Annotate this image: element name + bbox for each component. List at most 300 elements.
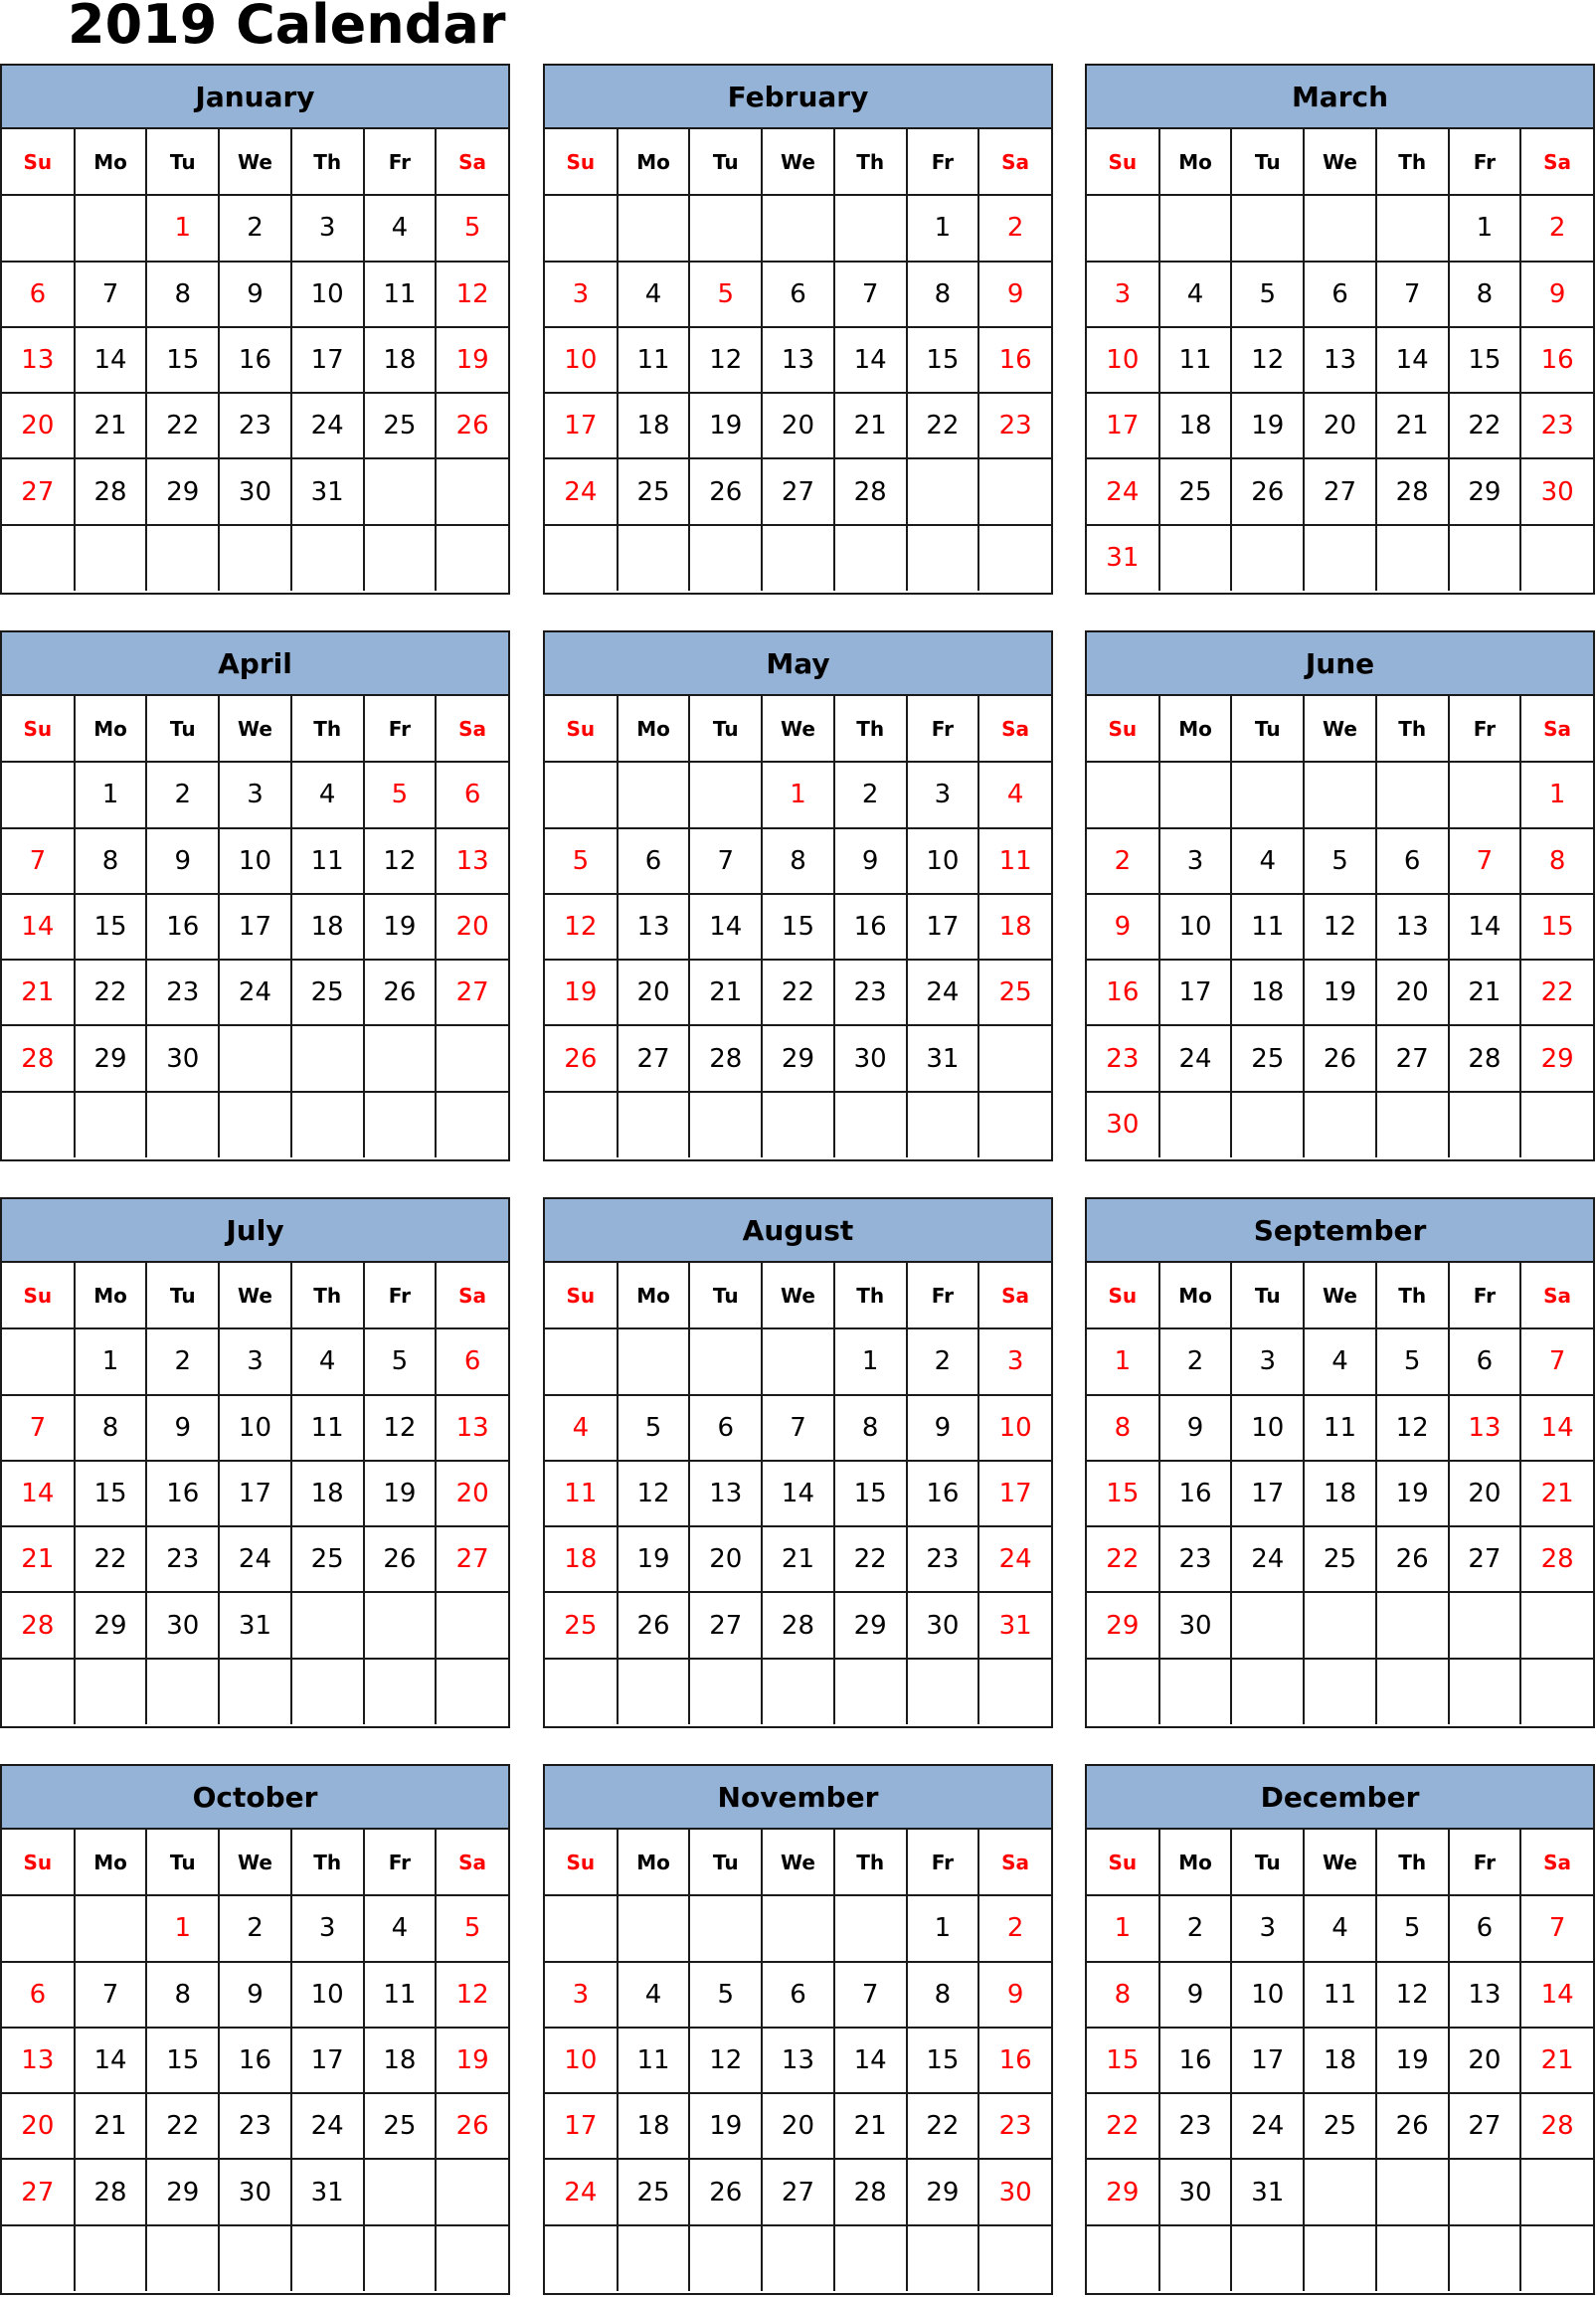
week-row: [545, 1461, 1051, 1526]
day-cell: 4: [1231, 828, 1304, 894]
day-cell: 21: [2, 960, 75, 1025]
weekday-label: Mo: [1159, 1263, 1232, 1328]
day-cell: 29: [1449, 458, 1521, 524]
month-name: July: [2, 1199, 508, 1263]
week-row: [545, 1526, 1051, 1592]
day-cell: 31: [978, 1592, 1051, 1658]
day-cell: 10: [219, 828, 291, 894]
day-cell: 8: [146, 1962, 219, 2028]
day-cell: 5: [689, 1962, 762, 2028]
day-cell: 1: [1449, 195, 1521, 261]
empty-day-cell: [834, 195, 907, 261]
weekday-label: Sa: [436, 1263, 508, 1328]
day-cell: 8: [907, 1962, 979, 2028]
empty-day-cell: [762, 1328, 834, 1394]
day-cell: 22: [75, 1526, 147, 1592]
day-cell: 7: [762, 1395, 834, 1461]
empty-day-cell: [436, 525, 508, 591]
day-cell: 13: [2, 327, 75, 393]
week-row: [2, 960, 508, 1025]
day-cell: 13: [2, 2028, 75, 2093]
weekday-label: Fr: [907, 696, 979, 762]
week-row: [545, 1659, 1051, 1724]
day-cell: 23: [907, 1526, 979, 1592]
weekday-label: We: [219, 129, 291, 195]
weekday-label: Su: [545, 1830, 618, 1895]
empty-day-cell: [1304, 1592, 1376, 1658]
day-cell: 12: [545, 894, 618, 960]
week-row: [1087, 1025, 1593, 1091]
empty-day-cell: [2, 1895, 75, 1961]
month-november: [543, 1764, 1053, 2295]
empty-day-cell: [364, 2225, 437, 2291]
day-cell: 10: [978, 1395, 1051, 1461]
weekday-label: Sa: [436, 696, 508, 762]
day-cell: 2: [219, 195, 291, 261]
empty-day-cell: [219, 1092, 291, 1157]
day-cell: 1: [75, 1328, 147, 1394]
week-row: [2, 1526, 508, 1592]
day-cell: 22: [762, 960, 834, 1025]
day-cell: 20: [436, 894, 508, 960]
week-row: [1087, 195, 1593, 261]
empty-day-cell: [75, 2225, 147, 2291]
day-cell: 3: [545, 262, 618, 327]
week-row: [1087, 262, 1593, 327]
weekday-label: Fr: [1449, 1830, 1521, 1895]
day-cell: 22: [907, 393, 979, 458]
day-cell: 30: [219, 2159, 291, 2224]
day-cell: 19: [436, 327, 508, 393]
empty-day-cell: [1376, 2159, 1449, 2224]
empty-day-cell: [436, 2225, 508, 2291]
day-cell: 3: [978, 1328, 1051, 1394]
day-cell: 22: [75, 960, 147, 1025]
week-row: [545, 828, 1051, 894]
day-cell: 18: [1159, 393, 1232, 458]
day-cell: 30: [146, 1592, 219, 1658]
empty-day-cell: [907, 525, 979, 591]
day-cell: 10: [1231, 1962, 1304, 2028]
weekday-label: Su: [1087, 1830, 1159, 1895]
week-row: [1087, 393, 1593, 458]
day-cell: 18: [364, 2028, 437, 2093]
empty-day-cell: [834, 1895, 907, 1961]
month-grid: [1087, 129, 1593, 591]
empty-day-cell: [364, 1659, 437, 1724]
day-cell: 7: [834, 262, 907, 327]
weekday-label: Mo: [618, 1263, 690, 1328]
week-row: [1087, 1592, 1593, 1658]
day-cell: 25: [1304, 2093, 1376, 2159]
week-row: [2, 1895, 508, 1961]
day-cell: 9: [978, 262, 1051, 327]
day-cell: 25: [364, 393, 437, 458]
empty-day-cell: [1087, 2225, 1159, 2291]
weekday-label: Fr: [907, 129, 979, 195]
day-cell: 1: [834, 1328, 907, 1394]
day-cell: 18: [1304, 2028, 1376, 2093]
empty-day-cell: [1231, 762, 1304, 827]
month-name: February: [545, 66, 1051, 129]
empty-day-cell: [834, 1659, 907, 1724]
day-cell: 6: [1376, 828, 1449, 894]
day-cell: 24: [1231, 2093, 1304, 2159]
month-name: September: [1087, 1199, 1593, 1263]
empty-day-cell: [75, 195, 147, 261]
week-row: [2, 1092, 508, 1157]
day-cell: 14: [762, 1461, 834, 1526]
day-cell: 11: [291, 1395, 364, 1461]
day-cell: 26: [689, 2159, 762, 2224]
day-cell: 20: [689, 1526, 762, 1592]
empty-day-cell: [1304, 1659, 1376, 1724]
day-cell: 11: [978, 828, 1051, 894]
day-cell: 25: [364, 2093, 437, 2159]
day-cell: 11: [1304, 1395, 1376, 1461]
day-cell: 22: [146, 2093, 219, 2159]
month-name: March: [1087, 66, 1593, 129]
empty-day-cell: [1449, 1592, 1521, 1658]
weekday-header-row: [545, 696, 1051, 762]
day-cell: 15: [1087, 1461, 1159, 1526]
empty-day-cell: [1520, 2225, 1593, 2291]
empty-day-cell: [689, 1895, 762, 1961]
empty-day-cell: [1231, 1092, 1304, 1157]
empty-day-cell: [618, 1659, 690, 1724]
weekday-label: Sa: [1520, 696, 1593, 762]
day-cell: 1: [907, 1895, 979, 1961]
day-cell: 19: [1304, 960, 1376, 1025]
day-cell: 28: [1449, 1025, 1521, 1091]
day-cell: 2: [146, 1328, 219, 1394]
empty-day-cell: [1159, 1092, 1232, 1157]
day-cell: 21: [75, 2093, 147, 2159]
day-cell: 18: [291, 1461, 364, 1526]
weekday-label: Su: [2, 1830, 75, 1895]
week-row: [545, 393, 1051, 458]
empty-day-cell: [1449, 2225, 1521, 2291]
day-cell: 8: [75, 828, 147, 894]
weekday-label: Mo: [75, 129, 147, 195]
weekday-label: We: [762, 1263, 834, 1328]
month-name: April: [2, 632, 508, 696]
week-row: [2, 1461, 508, 1526]
weekday-label: Th: [1376, 129, 1449, 195]
month-name: May: [545, 632, 1051, 696]
week-row: [2, 327, 508, 393]
day-cell: 18: [1304, 1461, 1376, 1526]
day-cell: 13: [1304, 327, 1376, 393]
empty-day-cell: [1449, 525, 1521, 591]
weekday-label: Mo: [1159, 1830, 1232, 1895]
day-cell: 26: [364, 1526, 437, 1592]
day-cell: 15: [1520, 894, 1593, 960]
day-cell: 1: [1520, 762, 1593, 827]
day-cell: 16: [978, 2028, 1051, 2093]
day-cell: 29: [907, 2159, 979, 2224]
week-row: [1087, 2028, 1593, 2093]
day-cell: 15: [75, 1461, 147, 1526]
week-row: [545, 1395, 1051, 1461]
day-cell: 14: [1449, 894, 1521, 960]
week-row: [1087, 828, 1593, 894]
day-cell: 20: [2, 393, 75, 458]
month-may: [543, 630, 1053, 1161]
weekday-label: Tu: [1231, 1263, 1304, 1328]
day-cell: 19: [545, 960, 618, 1025]
empty-day-cell: [219, 525, 291, 591]
empty-day-cell: [1376, 525, 1449, 591]
day-cell: 20: [1376, 960, 1449, 1025]
week-row: [1087, 1395, 1593, 1461]
empty-day-cell: [834, 525, 907, 591]
weekday-label: Su: [545, 1263, 618, 1328]
day-cell: 27: [1449, 1526, 1521, 1592]
empty-day-cell: [1520, 2159, 1593, 2224]
day-cell: 9: [1159, 1962, 1232, 2028]
day-cell: 12: [1231, 327, 1304, 393]
day-cell: 30: [1159, 2159, 1232, 2224]
day-cell: 4: [1159, 262, 1232, 327]
week-row: [2, 393, 508, 458]
weekday-label: Sa: [436, 1830, 508, 1895]
day-cell: 10: [1087, 327, 1159, 393]
empty-day-cell: [1376, 1659, 1449, 1724]
empty-day-cell: [436, 1025, 508, 1091]
weekday-label: Th: [291, 1830, 364, 1895]
weekday-label: Su: [545, 696, 618, 762]
day-cell: 14: [2, 1461, 75, 1526]
week-row: [2, 195, 508, 261]
weekday-label: Fr: [364, 1263, 437, 1328]
weekday-header-row: [2, 1263, 508, 1328]
empty-day-cell: [291, 525, 364, 591]
empty-day-cell: [545, 1659, 618, 1724]
day-cell: 17: [1231, 1461, 1304, 1526]
day-cell: 20: [436, 1461, 508, 1526]
weekday-label: Mo: [75, 1263, 147, 1328]
day-cell: 4: [291, 762, 364, 827]
month-grid: [2, 1263, 508, 1724]
empty-day-cell: [75, 1092, 147, 1157]
day-cell: 5: [618, 1395, 690, 1461]
day-cell: 18: [1231, 960, 1304, 1025]
month-grid: [2, 129, 508, 591]
day-cell: 31: [907, 1025, 979, 1091]
day-cell: 3: [1159, 828, 1232, 894]
empty-day-cell: [1376, 2225, 1449, 2291]
day-cell: 11: [1231, 894, 1304, 960]
day-cell: 4: [618, 1962, 690, 2028]
week-row: [545, 262, 1051, 327]
month-grid: [2, 1830, 508, 2291]
day-cell: 10: [291, 262, 364, 327]
day-cell: 27: [762, 2159, 834, 2224]
day-cell: 7: [75, 1962, 147, 2028]
day-cell: 1: [907, 195, 979, 261]
day-cell: 31: [291, 2159, 364, 2224]
day-cell: 25: [1231, 1025, 1304, 1091]
day-cell: 21: [1449, 960, 1521, 1025]
day-cell: 24: [907, 960, 979, 1025]
day-cell: 15: [907, 327, 979, 393]
empty-day-cell: [1376, 1592, 1449, 1658]
empty-day-cell: [2, 195, 75, 261]
week-row: [1087, 960, 1593, 1025]
day-cell: 26: [436, 2093, 508, 2159]
day-cell: 24: [978, 1526, 1051, 1592]
day-cell: 19: [1376, 2028, 1449, 2093]
week-row: [1087, 1461, 1593, 1526]
weekday-label: Mo: [75, 696, 147, 762]
day-cell: 17: [978, 1461, 1051, 1526]
empty-day-cell: [762, 1895, 834, 1961]
empty-day-cell: [978, 525, 1051, 591]
weekday-label: Tu: [1231, 1830, 1304, 1895]
day-cell: 16: [1159, 2028, 1232, 2093]
day-cell: 13: [436, 1395, 508, 1461]
week-row: [1087, 327, 1593, 393]
week-row: [2, 458, 508, 524]
week-row: [2, 894, 508, 960]
day-cell: 24: [1231, 1526, 1304, 1592]
empty-day-cell: [978, 1659, 1051, 1724]
day-cell: 29: [762, 1025, 834, 1091]
day-cell: 22: [1449, 393, 1521, 458]
day-cell: 9: [1087, 894, 1159, 960]
month-january: [0, 64, 510, 595]
empty-day-cell: [1304, 2159, 1376, 2224]
day-cell: 30: [146, 1025, 219, 1091]
day-cell: 14: [1520, 1962, 1593, 2028]
month-april: [0, 630, 510, 1161]
week-row: [545, 458, 1051, 524]
week-row: [2, 1025, 508, 1091]
day-cell: 8: [1520, 828, 1593, 894]
empty-day-cell: [75, 1659, 147, 1724]
day-cell: 9: [146, 1395, 219, 1461]
day-cell: 11: [364, 262, 437, 327]
day-cell: 8: [1087, 1962, 1159, 2028]
empty-day-cell: [2, 1659, 75, 1724]
day-cell: 31: [219, 1592, 291, 1658]
day-cell: 23: [1520, 393, 1593, 458]
day-cell: 13: [689, 1461, 762, 1526]
day-cell: 16: [146, 1461, 219, 1526]
week-row: [545, 894, 1051, 960]
day-cell: 11: [1159, 327, 1232, 393]
day-cell: 26: [436, 393, 508, 458]
day-cell: 7: [2, 1395, 75, 1461]
day-cell: 6: [1449, 1328, 1521, 1394]
empty-day-cell: [689, 2225, 762, 2291]
week-row: [545, 525, 1051, 591]
day-cell: 4: [978, 762, 1051, 827]
weekday-label: Fr: [364, 129, 437, 195]
month-grid: [545, 1830, 1051, 2291]
weekday-label: Tu: [689, 696, 762, 762]
week-row: [2, 2028, 508, 2093]
weekday-label: Sa: [1520, 129, 1593, 195]
day-cell: 30: [907, 1592, 979, 1658]
weekday-label: Th: [834, 696, 907, 762]
day-cell: 21: [834, 393, 907, 458]
weekday-label: Tu: [689, 1263, 762, 1328]
day-cell: 31: [1231, 2159, 1304, 2224]
day-cell: 21: [75, 393, 147, 458]
empty-day-cell: [291, 1092, 364, 1157]
empty-day-cell: [689, 525, 762, 591]
day-cell: 1: [146, 195, 219, 261]
weekday-label: Fr: [1449, 129, 1521, 195]
week-row: [545, 2093, 1051, 2159]
day-cell: 3: [291, 195, 364, 261]
day-cell: 9: [1520, 262, 1593, 327]
empty-day-cell: [618, 525, 690, 591]
day-cell: 25: [618, 458, 690, 524]
day-cell: 23: [978, 393, 1051, 458]
weekday-label: Sa: [978, 1263, 1051, 1328]
day-cell: 20: [1449, 1461, 1521, 1526]
day-cell: 30: [1087, 1092, 1159, 1157]
day-cell: 5: [364, 1328, 437, 1394]
day-cell: 20: [2, 2093, 75, 2159]
weekday-label: Tu: [1231, 129, 1304, 195]
empty-day-cell: [907, 2225, 979, 2291]
weekday-label: We: [762, 129, 834, 195]
empty-day-cell: [618, 1092, 690, 1157]
day-cell: 16: [219, 327, 291, 393]
day-cell: 31: [1087, 525, 1159, 591]
day-cell: 27: [618, 1025, 690, 1091]
weekday-label: Th: [834, 129, 907, 195]
day-cell: 3: [1087, 262, 1159, 327]
day-cell: 13: [618, 894, 690, 960]
day-cell: 17: [291, 2028, 364, 2093]
day-cell: 16: [146, 894, 219, 960]
day-cell: 13: [436, 828, 508, 894]
weekday-label: We: [762, 1830, 834, 1895]
day-cell: 1: [762, 762, 834, 827]
empty-day-cell: [689, 1659, 762, 1724]
day-cell: 19: [1231, 393, 1304, 458]
empty-day-cell: [1231, 2225, 1304, 2291]
day-cell: 12: [689, 327, 762, 393]
empty-day-cell: [436, 2159, 508, 2224]
weekday-label: Tu: [146, 129, 219, 195]
day-cell: 31: [291, 458, 364, 524]
day-cell: 19: [436, 2028, 508, 2093]
day-cell: 15: [762, 894, 834, 960]
day-cell: 13: [762, 327, 834, 393]
day-cell: 12: [1376, 1962, 1449, 2028]
week-row: [1087, 1328, 1593, 1394]
day-cell: 21: [2, 1526, 75, 1592]
page-title: 2019 Calendar: [68, 0, 506, 56]
day-cell: 15: [75, 894, 147, 960]
day-cell: 12: [618, 1461, 690, 1526]
empty-day-cell: [545, 1328, 618, 1394]
weekday-label: Su: [2, 696, 75, 762]
day-cell: 16: [1520, 327, 1593, 393]
week-row: [545, 1962, 1051, 2028]
day-cell: 28: [2, 1592, 75, 1658]
empty-day-cell: [1087, 762, 1159, 827]
weekday-label: Th: [1376, 696, 1449, 762]
day-cell: 16: [1159, 1461, 1232, 1526]
week-row: [545, 2159, 1051, 2224]
